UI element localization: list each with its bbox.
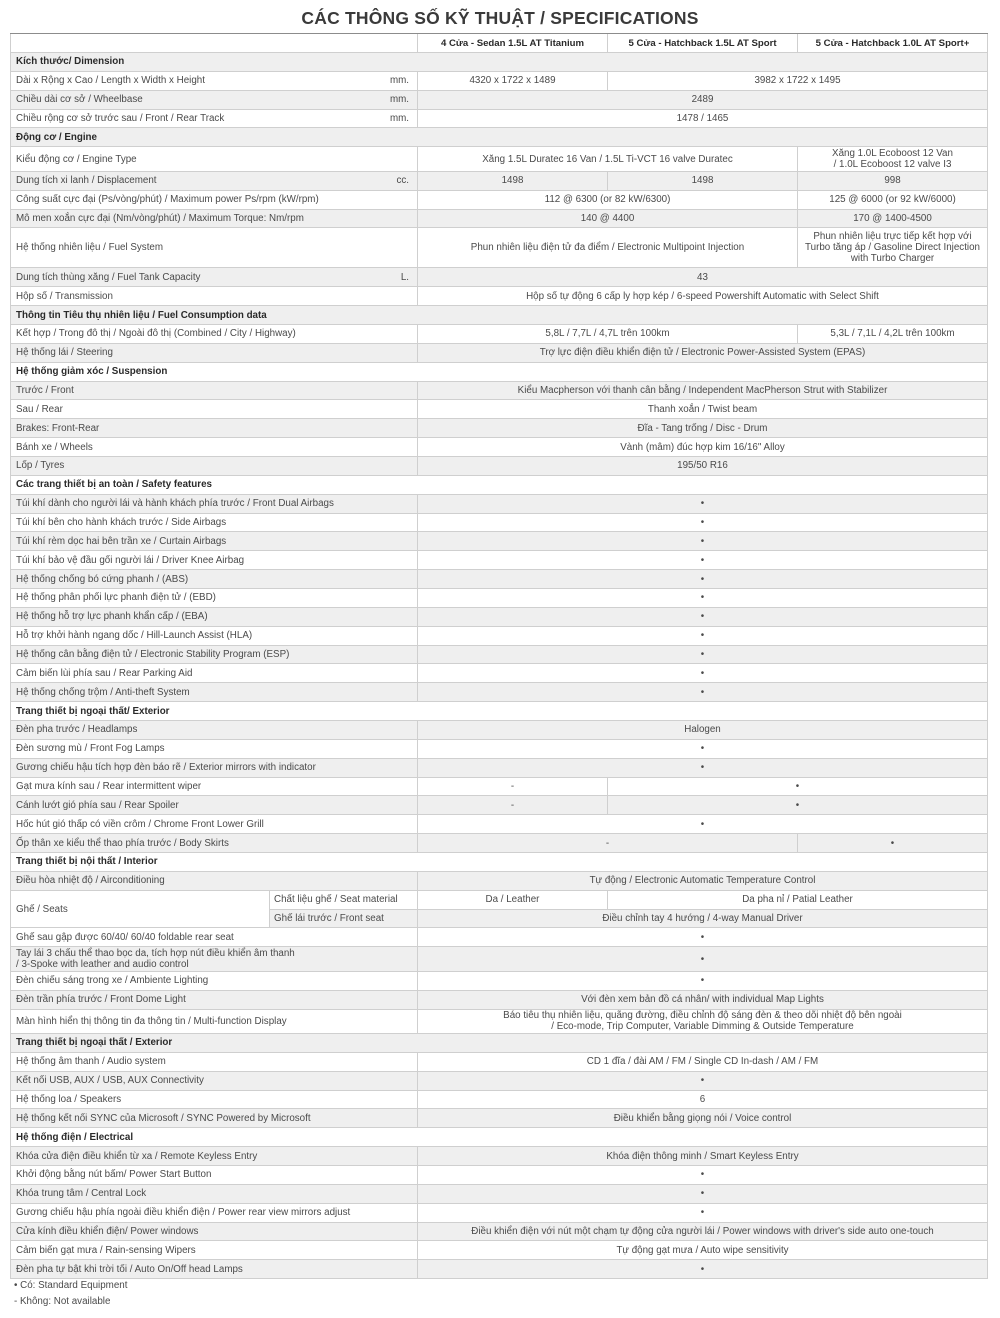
- spec-value: 5,8L / 7,7L / 4,7L trên 100km: [418, 325, 798, 344]
- spec-value: Phun nhiên liệu trực tiếp kết hợp với Turbo tăng áp / Gasoline Direct Injection with Turbo Charger: [798, 228, 988, 268]
- spec-value: Tự động / Electronic Automatic Temperature Control: [418, 872, 988, 891]
- spec-value: 1478 / 1465: [418, 110, 988, 129]
- section-header: Hệ thống điện / Electrical: [10, 1128, 988, 1147]
- spec-value: Điều khiển bằng giọng nói / Voice control: [418, 1109, 988, 1128]
- spec-value: Phun nhiên liệu điện tử đa điểm / Electronic Multipoint Injection: [418, 228, 798, 268]
- spec-label-text: Chiều rộng cơ sở trước sau / Front / Rear Track: [16, 113, 225, 124]
- spec-value: 1498: [608, 172, 798, 191]
- spec-label-text: Gạt mưa kính sau / Rear intermittent wiper: [16, 781, 202, 792]
- spec-label-text: Chiều dài cơ sở / Wheelbase: [16, 94, 143, 106]
- spec-value: 112 @ 6300 (or 82 kW/6300): [418, 191, 798, 210]
- spec-label: [10, 438, 418, 457]
- spec-value: Trợ lực điện điều khiển điện tử / Electronic Power-Assisted System (EPAS): [418, 344, 988, 363]
- spec-label: [10, 1223, 418, 1242]
- spec-value: Đĩa - Tang trống / Disc - Drum: [418, 419, 988, 438]
- spec-label-text: Hệ thống chống bó cứng phanh / (ABS): [16, 573, 189, 585]
- spec-value: •: [418, 1166, 988, 1185]
- spec-value: •: [418, 947, 988, 972]
- spec-value: 4320 x 1722 x 1489: [418, 72, 608, 91]
- spec-label-text: Lốp / Tyres: [16, 460, 65, 472]
- spec-value: 5,3L / 7,1L / 4,2L trên 100km: [798, 325, 988, 344]
- spec-label-text: Gương chiếu hậu tích hợp đèn báo rẽ / Exterior mirrors with indicator: [16, 762, 316, 774]
- spec-label-text: Gương chiếu hậu phía ngoài điều khiển điện / Power rear view mirrors adjust: [16, 1207, 351, 1219]
- spec-label: [10, 683, 418, 702]
- spec-label: [10, 740, 418, 759]
- spec-value: •: [418, 1185, 988, 1204]
- spec-label: [10, 1109, 418, 1128]
- spec-label: [10, 495, 418, 514]
- spec-value: •: [418, 664, 988, 683]
- spec-label-text: Sau / Rear: [16, 403, 63, 415]
- header-blank: [10, 34, 418, 53]
- spec-label-text: Kết hợp / Trong đô thị / Ngoài đô thị (Combined / City / Highway): [16, 328, 296, 340]
- spec-label: [10, 514, 418, 533]
- legend-standard: • Có: Standard Equipment: [14, 1280, 128, 1291]
- spec-unit: mm.: [389, 75, 409, 87]
- spec-sublabel: Chất liệu ghế / Seat material: [270, 891, 418, 910]
- spec-label: [10, 1147, 418, 1166]
- spec-label-text: Khóa trung tâm / Central Lock: [16, 1188, 147, 1200]
- section-header: Trang thiết bị ngoại thất / Exterior: [10, 1034, 988, 1053]
- section-header: Các trang thiết bị an toàn / Safety features: [10, 476, 988, 495]
- spec-label: [10, 110, 418, 129]
- page-title: CÁC THÔNG SỐ KỸ THUẬT / SPECIFICATIONS: [301, 8, 699, 28]
- spec-value: 43: [418, 268, 988, 287]
- spec-label-text: Trước / Front: [16, 384, 74, 396]
- section-header: Trang thiết bị nội thất / Interior: [10, 853, 988, 872]
- spec-value: Điều chỉnh tay 4 hướng / 4-way Manual Driver: [418, 910, 988, 929]
- spec-label: [10, 947, 418, 972]
- spec-value: •: [798, 834, 988, 853]
- spec-label-text: Khởi động bằng nút bấm/ Power Start Button: [16, 1169, 212, 1181]
- spec-label: [10, 287, 418, 306]
- spec-value: 125 @ 6000 (or 92 kW/6000): [798, 191, 988, 210]
- spec-label-text: Hệ thống chống trộm / Anti-theft System: [16, 686, 190, 698]
- specifications-table: [10, 33, 988, 1279]
- spec-label-text: Túi khí rèm dọc hai bên trần xe / Curtain Airbags: [16, 535, 227, 547]
- spec-label-text: Bánh xe / Wheels: [16, 441, 93, 453]
- spec-value: 195/50 R16: [418, 457, 988, 476]
- section-header: Thông tin Tiêu thụ nhiên liệu / Fuel Consumption data: [10, 306, 988, 325]
- spec-label-text: Ghế sau gập được 60/40/ 60/40 foldable rear seat: [16, 931, 234, 943]
- spec-label: [10, 210, 418, 229]
- spec-label-text: Đèn pha tự bật khi trời tối / Auto On/Off head Lamps: [16, 1263, 243, 1275]
- spec-label: [10, 147, 418, 172]
- spec-value: •: [418, 570, 988, 589]
- spec-label: [10, 1010, 418, 1035]
- spec-label: [10, 1260, 418, 1279]
- spec-label-text: Kết nối USB, AUX / USB, AUX Connectivity: [16, 1075, 204, 1087]
- spec-value: •: [608, 796, 988, 815]
- spec-value: •: [608, 778, 988, 797]
- spec-label-text: Cửa kính điều khiển điện/ Power windows: [16, 1226, 199, 1238]
- spec-value: •: [418, 815, 988, 834]
- spec-label: [10, 419, 418, 438]
- spec-label: [10, 664, 418, 683]
- spec-label: [10, 382, 418, 401]
- spec-value: -: [418, 834, 798, 853]
- spec-value: Khóa điện thông minh / Smart Keyless Entry: [418, 1147, 988, 1166]
- section-header: Kích thước/ Dimension: [10, 53, 988, 72]
- spec-label-text: Brakes: Front-Rear: [16, 422, 100, 434]
- spec-label-text: Hốc hút gió thấp có viền crôm / Chrome Front Lower Grill: [16, 818, 264, 830]
- spec-label: [10, 1072, 418, 1091]
- spec-label: [10, 457, 418, 476]
- spec-label: [10, 589, 418, 608]
- spec-label-text: Đèn trần phía trước / Front Dome Light: [16, 994, 186, 1006]
- spec-label: [10, 570, 418, 589]
- spec-value: Kiểu Macpherson với thanh cân bằng / Independent MacPherson Strut with Stabilizer: [418, 382, 988, 401]
- spec-label: [10, 268, 418, 287]
- spec-value: 1498: [418, 172, 608, 191]
- spec-label: [10, 796, 418, 815]
- spec-label: [10, 872, 418, 891]
- spec-label: [10, 928, 418, 947]
- spec-label-text: Mô men xoắn cực đại (Nm/vòng/phút) / Maximum Torque: Nm/rpm: [16, 212, 304, 224]
- spec-value: Xăng 1.0L Ecoboost 12 Van / 1.0L Ecoboost 12 valve I3: [798, 147, 988, 172]
- spec-value: •: [418, 1260, 988, 1279]
- spec-value: -: [418, 778, 608, 797]
- spec-label: [10, 1185, 418, 1204]
- spec-label-text: Hệ thống lái / Steering: [16, 347, 113, 359]
- legend-not-available: - Không: Not available: [14, 1296, 111, 1307]
- spec-value: Điều khiển điện với nút một chạm tự động cửa người lái / Power windows with driver's side auto one-touch: [418, 1223, 988, 1242]
- spec-label-text: Cánh lướt gió phía sau / Rear Spoiler: [16, 799, 179, 811]
- spec-label: [10, 72, 418, 91]
- spec-label: [10, 646, 418, 665]
- spec-value: 998: [798, 172, 988, 191]
- model-header: 5 Cửa - Hatchback 1.0L AT Sport+: [798, 34, 988, 53]
- spec-value: Hộp số tự động 6 cấp ly hợp kép / 6-speed Powershift Automatic with Select Shift: [418, 287, 988, 306]
- spec-label: [10, 778, 418, 797]
- spec-label-text: Khóa cửa điện điều khiển từ xa / Remote Keyless Entry: [16, 1150, 258, 1162]
- model-header: 4 Cửa - Sedan 1.5L AT Titanium: [418, 34, 608, 53]
- spec-label: [10, 759, 418, 778]
- spec-value: 3982 x 1722 x 1495: [608, 72, 988, 91]
- spec-label: [10, 627, 418, 646]
- spec-label: [10, 344, 418, 363]
- spec-value: •: [418, 532, 988, 551]
- spec-label-text: Màn hình hiển thị thông tin đa thông tin / Multi-function Display: [16, 1015, 287, 1027]
- spec-label: [10, 91, 418, 110]
- spec-label-text: Hệ thống nhiên liệu / Fuel System: [16, 242, 164, 254]
- spec-unit: L.: [400, 271, 409, 283]
- spec-value: Halogen: [418, 721, 988, 740]
- spec-label: [10, 400, 418, 419]
- section-header: Trang thiết bị ngoại thất/ Exterior: [10, 702, 988, 721]
- spec-value: •: [418, 646, 988, 665]
- spec-label: [10, 721, 418, 740]
- spec-label: [10, 325, 418, 344]
- spec-label-text: Túi khí bảo vệ đầu gối người lái / Driver Knee Airbag: [16, 554, 245, 566]
- spec-label-text: Hệ thống âm thanh / Audio system: [16, 1056, 166, 1068]
- spec-value: •: [418, 627, 988, 646]
- spec-label: [10, 172, 418, 191]
- spec-label-text: Hệ thống hỗ trợ lực phanh khẩn cấp / (EBA): [16, 611, 208, 623]
- spec-label: [10, 1091, 418, 1110]
- spec-label-text: Túi khí bên cho hành khách trước / Side Airbags: [16, 516, 227, 528]
- spec-label: [10, 191, 418, 210]
- spec-value: •: [418, 1072, 988, 1091]
- spec-label-text: Hệ thống kết nối SYNC của Microsoft / SYNC Powered by Microsoft: [16, 1112, 311, 1124]
- spec-value: 140 @ 4400: [418, 210, 798, 229]
- spec-label: [10, 551, 418, 570]
- spec-label-text: Dung tích xi lanh / Displacement: [16, 175, 157, 187]
- spec-label-text: Dung tích thùng xăng / Fuel Tank Capacity: [16, 271, 201, 283]
- spec-label-text: Hộp số / Transmission: [16, 290, 113, 302]
- spec-value: •: [418, 1204, 988, 1223]
- spec-value: •: [418, 589, 988, 608]
- spec-label: [10, 1204, 418, 1223]
- spec-unit: mm.: [389, 113, 409, 124]
- spec-label-text: Cảm biến lùi phía sau / Rear Parking Aid: [16, 667, 193, 679]
- spec-value: 6: [418, 1091, 988, 1110]
- spec-value: Da pha nỉ / Patial Leather: [608, 891, 988, 910]
- spec-label-text: Ốp thân xe kiểu thể thao phía trước / Body Skirts: [16, 837, 229, 849]
- spec-unit: cc.: [396, 175, 409, 187]
- spec-label: [10, 972, 418, 991]
- spec-label-text: Hệ thống phân phối lực phanh điện tử / (EBD): [16, 592, 216, 604]
- spec-label-text: Dài x Rộng x Cao / Length x Width x Height: [16, 75, 205, 87]
- spec-value: •: [418, 740, 988, 759]
- section-header: Động cơ / Engine: [10, 128, 988, 147]
- spec-value: 170 @ 1400-4500: [798, 210, 988, 229]
- section-header: Hệ thống giảm xóc / Suspension: [10, 363, 988, 382]
- spec-value: •: [418, 608, 988, 627]
- spec-label-text: Tay lái 3 chấu thể thao bọc da, tích hợp nút điều khiển âm thanh / 3-Spoke with leather and audio control: [16, 948, 295, 971]
- spec-value: Báo tiêu thụ nhiên liệu, quãng đường, điều chỉnh độ sáng đèn & theo dõi nhiệt độ bên ngoài / Eco-mode, Trip Computer, Variable Dimming & Outside Temperature: [418, 1010, 988, 1035]
- spec-label: [10, 1166, 418, 1185]
- spec-value: Xăng 1.5L Duratec 16 Van / 1.5L Ti-VCT 16 valve Duratec: [418, 147, 798, 172]
- spec-label-text: Cảm biến gạt mưa / Rain-sensing Wipers: [16, 1244, 196, 1256]
- spec-label-text: Túi khí dành cho người lái và hành khách phía trước / Front Dual Airbags: [16, 498, 334, 510]
- spec-value: •: [418, 683, 988, 702]
- spec-sublabel: Ghế lái trước / Front seat: [270, 910, 418, 929]
- spec-value: •: [418, 759, 988, 778]
- spec-value: 2489: [418, 91, 988, 110]
- spec-label-text: Điều hòa nhiệt độ / Airconditioning: [16, 875, 165, 887]
- spec-value: Với đèn xem bản đồ cá nhân/ with individual Map Lights: [418, 991, 988, 1010]
- spec-label-text: Hệ thống loa / Speakers: [16, 1094, 122, 1106]
- spec-label-text: Đèn pha trước / Headlamps: [16, 724, 138, 736]
- spec-label-text: Hỗ trợ khởi hành ngang dốc / Hill-Launch Assist (HLA): [16, 630, 253, 642]
- spec-value: Tự động gạt mưa / Auto wipe sensitivity: [418, 1241, 988, 1260]
- spec-value: •: [418, 514, 988, 533]
- spec-label-text: Công suất cực đại (Ps/vòng/phút) / Maximum power Ps/rpm (kW/rpm): [16, 194, 319, 206]
- spec-value: •: [418, 972, 988, 991]
- model-header: 5 Cửa - Hatchback 1.5L AT Sport: [608, 34, 798, 53]
- spec-value: •: [418, 928, 988, 947]
- spec-label: [10, 991, 418, 1010]
- spec-unit: mm.: [389, 94, 409, 106]
- spec-label-text: Đèn sương mù / Front Fog Lamps: [16, 743, 165, 755]
- spec-value: CD 1 đĩa / đài AM / FM / Single CD In-dash / AM / FM: [418, 1053, 988, 1072]
- spec-label: [10, 532, 418, 551]
- spec-label-text: Đèn chiếu sáng trong xe / Ambiente Lighting: [16, 975, 209, 987]
- spec-group-label: Ghế / Seats: [10, 891, 270, 929]
- spec-value: •: [418, 551, 988, 570]
- spec-label: [10, 228, 418, 268]
- spec-label: [10, 815, 418, 834]
- spec-value: Thanh xoắn / Twist beam: [418, 400, 988, 419]
- spec-label-text: Hệ thống cân bằng điện tử / Electronic Stability Program (ESP): [16, 648, 290, 660]
- spec-value: •: [418, 495, 988, 514]
- spec-value: Vành (mâm) đúc hợp kim 16/16" Alloy: [418, 438, 988, 457]
- spec-label: [10, 1241, 418, 1260]
- spec-label-text: Kiểu động cơ / Engine Type: [16, 153, 137, 165]
- spec-label: [10, 608, 418, 627]
- spec-label: [10, 1053, 418, 1072]
- spec-value: -: [418, 796, 608, 815]
- spec-label: [10, 834, 418, 853]
- spec-value: Da / Leather: [418, 891, 608, 910]
